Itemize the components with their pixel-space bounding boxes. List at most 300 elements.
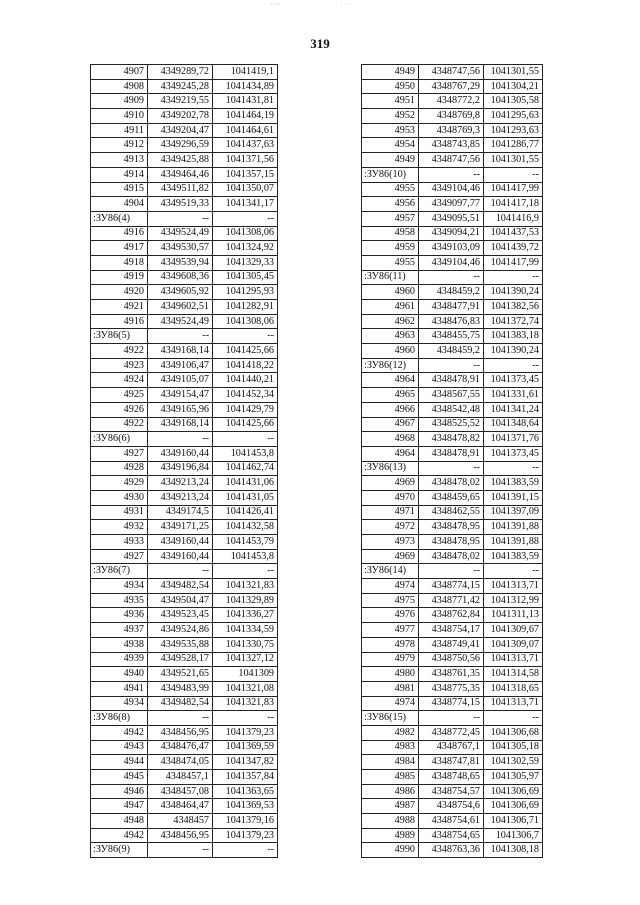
zone-label: :ЗУ86(13)	[362, 461, 419, 476]
table-row	[362, 241, 543, 256]
coordinate-x: 4348525,52	[419, 417, 484, 432]
table-row	[91, 226, 278, 241]
table-row	[362, 417, 543, 432]
table-row	[362, 608, 543, 623]
point-number: 4909	[91, 94, 148, 109]
coordinate-y: 1041348,64	[484, 417, 543, 432]
table-row	[362, 667, 543, 682]
coordinate-x: 4349213,24	[148, 476, 213, 491]
coordinate-y: 1041437,63	[213, 138, 278, 153]
coordinate-x: 4348774,15	[419, 579, 484, 594]
table-row	[362, 535, 543, 550]
point-number: 4927	[91, 446, 148, 461]
point-number: 4940	[91, 667, 148, 682]
coordinate-x: 4348772,45	[419, 725, 484, 740]
coordinate-x: 4348761,35	[419, 667, 484, 682]
point-number: 4956	[362, 197, 419, 212]
point-number: 4957	[362, 211, 419, 226]
table-row	[362, 226, 543, 241]
table-row	[362, 770, 543, 785]
table-row	[91, 109, 278, 124]
table-row	[362, 373, 543, 388]
zone-y-placeholder: --	[484, 461, 543, 476]
zone-x-placeholder: --	[148, 329, 213, 344]
coordinate-y: 1041418,22	[213, 358, 278, 373]
table-row	[91, 755, 278, 770]
coordinate-y: 1041305,18	[484, 740, 543, 755]
table-row	[362, 637, 543, 652]
coordinate-x: 4348474,05	[148, 755, 213, 770]
table-row	[91, 417, 278, 432]
zone-header-row	[362, 270, 543, 285]
coordinate-y: 1041308,06	[213, 226, 278, 241]
table-row	[91, 241, 278, 256]
point-number: 4970	[362, 490, 419, 505]
point-number: 4959	[362, 241, 419, 256]
coordinate-x: 4348754,57	[419, 784, 484, 799]
coordinate-y: 1041302,59	[484, 755, 543, 770]
zone-y-placeholder: --	[213, 432, 278, 447]
coordinate-x: 4348457,08	[148, 784, 213, 799]
coordinate-x: 4349103,09	[419, 241, 484, 256]
coordinate-y: 1041431,06	[213, 476, 278, 491]
coordinate-y: 1041313,71	[484, 652, 543, 667]
coordinate-x: 4348455,75	[419, 329, 484, 344]
table-row	[362, 740, 543, 755]
point-number: 4964	[362, 446, 419, 461]
coordinate-y: 1041327,12	[213, 652, 278, 667]
coordinate-x: 4348769,3	[419, 123, 484, 138]
coordinate-y: 1041379,23	[213, 725, 278, 740]
point-number: 4949	[362, 65, 419, 80]
point-number: 4955	[362, 182, 419, 197]
coordinate-y: 1041452,34	[213, 388, 278, 403]
coordinate-x: 4348754,17	[419, 623, 484, 638]
coordinate-y: 1041397,09	[484, 505, 543, 520]
table-row	[362, 696, 543, 711]
point-number: 4969	[362, 476, 419, 491]
point-number: 4981	[362, 681, 419, 696]
point-number: 4926	[91, 402, 148, 417]
table-row	[91, 65, 278, 80]
table-row	[91, 637, 278, 652]
point-number: 4928	[91, 461, 148, 476]
coordinate-x: 4349523,45	[148, 608, 213, 623]
zone-header-row	[91, 329, 278, 344]
table-row	[91, 314, 278, 329]
coordinate-x: 4348774,15	[419, 696, 484, 711]
coordinate-x: 4348459,65	[419, 490, 484, 505]
table-row	[362, 300, 543, 315]
point-number: 4934	[91, 696, 148, 711]
coordinate-x: 4348747,81	[419, 755, 484, 770]
table-row	[91, 608, 278, 623]
coordinate-x: 4349608,36	[148, 270, 213, 285]
table-row	[91, 79, 278, 94]
coordinate-x: 4349524,49	[148, 314, 213, 329]
coordinate-y: 1041371,56	[213, 153, 278, 168]
zone-header-row	[91, 843, 278, 858]
coordinate-y: 1041313,71	[484, 696, 543, 711]
coordinate-y: 1041390,24	[484, 344, 543, 359]
coordinate-y: 1041306,7	[484, 828, 543, 843]
coordinate-y: 1041383,59	[484, 549, 543, 564]
coordinate-y: 1041341,24	[484, 402, 543, 417]
coordinate-x: 4348747,56	[419, 153, 484, 168]
coordinate-y: 1041419,1	[213, 65, 278, 80]
point-number: 4929	[91, 476, 148, 491]
zone-y-placeholder: --	[484, 358, 543, 373]
point-number: 4951	[362, 94, 419, 109]
zone-label: :ЗУ86(8)	[91, 711, 148, 726]
coordinate-x: 4349160,44	[148, 549, 213, 564]
coordinate-y: 1041379,23	[213, 828, 278, 843]
table-row	[362, 344, 543, 359]
table-row	[362, 814, 543, 829]
table-row	[91, 696, 278, 711]
zone-header-row	[362, 167, 543, 182]
coordinate-x: 4348459,2	[419, 344, 484, 359]
point-number: 4953	[362, 123, 419, 138]
table-row	[362, 65, 543, 80]
point-number: 4937	[91, 623, 148, 638]
coordinate-x: 4349168,14	[148, 344, 213, 359]
coordinate-x: 4349245,28	[148, 79, 213, 94]
point-number: 4918	[91, 255, 148, 270]
coordinate-y: 1041282,91	[213, 300, 278, 315]
table-row	[91, 490, 278, 505]
coordinate-x: 4348769,8	[419, 109, 484, 124]
coordinate-y: 1041331,61	[484, 388, 543, 403]
coordinate-y: 1041425,66	[213, 417, 278, 432]
scan-artifact: ˙ ˙ ˙	[340, 2, 352, 11]
coordinate-y: 1041464,19	[213, 109, 278, 124]
coordinate-y: 1041373,45	[484, 446, 543, 461]
zone-x-placeholder: --	[148, 432, 213, 447]
point-number: 4950	[362, 79, 419, 94]
coordinate-y: 1041434,89	[213, 79, 278, 94]
point-number: 4946	[91, 784, 148, 799]
coordinate-y: 1041416,9	[484, 211, 543, 226]
coordinate-x: 4349213,24	[148, 490, 213, 505]
zone-x-placeholder: --	[419, 358, 484, 373]
table-row	[362, 79, 543, 94]
coordinate-y: 1041453,8	[213, 549, 278, 564]
coordinate-x: 4349530,57	[148, 241, 213, 256]
coordinate-y: 1041431,81	[213, 94, 278, 109]
point-number: 4977	[362, 623, 419, 638]
coordinate-y: 1041293,63	[484, 123, 543, 138]
table-row	[91, 94, 278, 109]
table-row	[362, 138, 543, 153]
coordinate-y: 1041304,21	[484, 79, 543, 94]
table-row	[362, 799, 543, 814]
coordinate-y: 1041369,53	[213, 799, 278, 814]
coordinate-x: 4349296,59	[148, 138, 213, 153]
coordinate-y: 1041309	[213, 667, 278, 682]
coordinate-x: 4348542,48	[419, 402, 484, 417]
table-row	[91, 784, 278, 799]
coordinate-x: 4348478,91	[419, 373, 484, 388]
coordinate-y: 1041330,75	[213, 637, 278, 652]
coordinate-x: 4348476,47	[148, 740, 213, 755]
point-number: 4974	[362, 696, 419, 711]
point-number: 4983	[362, 740, 419, 755]
zone-label: :ЗУ86(12)	[362, 358, 419, 373]
point-number: 4948	[91, 814, 148, 829]
table-row	[91, 652, 278, 667]
coordinate-x: 4348750,56	[419, 652, 484, 667]
coordinate-y: 1041308,18	[484, 843, 543, 858]
point-number: 4922	[91, 344, 148, 359]
zone-y-placeholder: --	[213, 711, 278, 726]
table-row	[91, 402, 278, 417]
point-number: 4924	[91, 373, 148, 388]
coordinates-table-left	[90, 64, 278, 858]
table-row	[91, 549, 278, 564]
coordinate-x: 4349425,88	[148, 153, 213, 168]
point-number: 4925	[91, 388, 148, 403]
zone-label: :ЗУ86(9)	[91, 843, 148, 858]
point-number: 4980	[362, 667, 419, 682]
zone-x-placeholder: --	[148, 843, 213, 858]
point-number: 4961	[362, 300, 419, 315]
coordinate-y: 1041383,59	[484, 476, 543, 491]
table-row	[362, 784, 543, 799]
point-number: 4973	[362, 535, 419, 550]
table-row	[91, 814, 278, 829]
coordinate-y: 1041318,65	[484, 681, 543, 696]
point-number: 4913	[91, 153, 148, 168]
table-row	[91, 300, 278, 315]
coordinate-y: 1041308,06	[213, 314, 278, 329]
coordinate-y: 1041321,83	[213, 579, 278, 594]
coordinate-x: 4348763,36	[419, 843, 484, 858]
coordinate-y: 1041390,24	[484, 285, 543, 300]
table-row	[91, 285, 278, 300]
coordinate-x: 4349168,14	[148, 417, 213, 432]
coordinate-x: 4349154,47	[148, 388, 213, 403]
table-row	[362, 402, 543, 417]
coordinate-y: 1041391,15	[484, 490, 543, 505]
table-row	[91, 667, 278, 682]
point-number: 4952	[362, 109, 419, 124]
zone-y-placeholder: --	[213, 211, 278, 226]
coordinate-y: 1041453,8	[213, 446, 278, 461]
point-number: 4916	[91, 314, 148, 329]
coordinate-y: 1041440,21	[213, 373, 278, 388]
coordinate-x: 4348456,95	[148, 725, 213, 740]
point-number: 4982	[362, 725, 419, 740]
table-row	[362, 623, 543, 638]
coordinate-x: 4349524,49	[148, 226, 213, 241]
table-row	[362, 579, 543, 594]
coordinate-x: 4348772,2	[419, 94, 484, 109]
point-number: 4911	[91, 123, 148, 138]
coordinate-y: 1041309,07	[484, 637, 543, 652]
coordinate-x: 4349196,84	[148, 461, 213, 476]
point-number: 4976	[362, 608, 419, 623]
point-number: 4916	[91, 226, 148, 241]
zone-x-placeholder: --	[419, 167, 484, 182]
point-number: 4932	[91, 520, 148, 535]
zone-x-placeholder: --	[419, 270, 484, 285]
coordinate-y: 1041417,99	[484, 182, 543, 197]
coordinate-y: 1041426,41	[213, 505, 278, 520]
point-number: 4917	[91, 241, 148, 256]
zone-header-row	[91, 564, 278, 579]
table-row	[91, 770, 278, 785]
table-row	[91, 123, 278, 138]
point-number: 4978	[362, 637, 419, 652]
coordinate-x: 4349528,17	[148, 652, 213, 667]
coordinate-y: 1041321,08	[213, 681, 278, 696]
point-number: 4930	[91, 490, 148, 505]
coordinate-y: 1041437,53	[484, 226, 543, 241]
coordinates-table-right	[361, 64, 543, 858]
zone-label: :ЗУ86(15)	[362, 711, 419, 726]
coordinate-x: 4349605,92	[148, 285, 213, 300]
table-row	[91, 476, 278, 491]
table-row	[362, 182, 543, 197]
zone-y-placeholder: --	[484, 167, 543, 182]
point-number: 4942	[91, 828, 148, 843]
point-number: 4958	[362, 226, 419, 241]
page-number: 319	[310, 36, 330, 51]
point-number: 4965	[362, 388, 419, 403]
coordinate-y: 1041357,15	[213, 167, 278, 182]
point-number: 4908	[91, 79, 148, 94]
point-number: 4935	[91, 593, 148, 608]
point-number: 4949	[362, 153, 419, 168]
coordinate-y: 1041314,58	[484, 667, 543, 682]
point-number: 4960	[362, 285, 419, 300]
coordinate-y: 1041371,76	[484, 432, 543, 447]
table-row	[91, 446, 278, 461]
point-number: 4969	[362, 549, 419, 564]
zone-label: :ЗУ86(11)	[362, 270, 419, 285]
table-row	[362, 314, 543, 329]
table-row	[362, 725, 543, 740]
coordinate-y: 1041391,88	[484, 520, 543, 535]
table-row	[362, 329, 543, 344]
coordinate-y: 1041329,33	[213, 255, 278, 270]
table-row	[91, 197, 278, 212]
coordinate-x: 4348459,2	[419, 285, 484, 300]
table-row	[362, 652, 543, 667]
coordinate-y: 1041417,18	[484, 197, 543, 212]
table-row	[91, 153, 278, 168]
coordinate-x: 4349602,51	[148, 300, 213, 315]
coordinate-x: 4349160,44	[148, 446, 213, 461]
coordinate-x: 4348478,02	[419, 476, 484, 491]
coordinate-y: 1041309,67	[484, 623, 543, 638]
coordinate-y: 1041350,07	[213, 182, 278, 197]
point-number: 4955	[362, 255, 419, 270]
point-number: 4921	[91, 300, 148, 315]
coordinate-x: 4349174,5	[148, 505, 213, 520]
coordinate-x: 4349106,47	[148, 358, 213, 373]
table-row	[91, 373, 278, 388]
table-row	[362, 94, 543, 109]
zone-header-row	[362, 564, 543, 579]
point-number: 4988	[362, 814, 419, 829]
coordinate-x: 4349483,99	[148, 681, 213, 696]
coordinate-x: 4348743,85	[419, 138, 484, 153]
point-number: 4954	[362, 138, 419, 153]
zone-header-row	[91, 432, 278, 447]
zone-x-placeholder: --	[148, 211, 213, 226]
table-row	[362, 549, 543, 564]
zone-header-row	[362, 358, 543, 373]
scan-artifact: ˙˙˙˙	[270, 2, 281, 11]
point-number: 4962	[362, 314, 419, 329]
coordinate-y: 1041429,79	[213, 402, 278, 417]
coordinate-x: 4349464,46	[148, 167, 213, 182]
coordinate-y: 1041439,72	[484, 241, 543, 256]
point-number: 4942	[91, 725, 148, 740]
coordinate-x: 4349160,44	[148, 535, 213, 550]
coordinate-x: 4349171,25	[148, 520, 213, 535]
coordinate-y: 1041373,45	[484, 373, 543, 388]
coordinate-y: 1041417,99	[484, 255, 543, 270]
point-number: 4944	[91, 755, 148, 770]
coordinate-y: 1041369,59	[213, 740, 278, 755]
coordinate-y: 1041347,82	[213, 755, 278, 770]
point-number: 4919	[91, 270, 148, 285]
table-row	[362, 153, 543, 168]
coordinate-x: 4348462,55	[419, 505, 484, 520]
coordinate-y: 1041372,74	[484, 314, 543, 329]
point-number: 4979	[362, 652, 419, 667]
coordinate-x: 4349511,82	[148, 182, 213, 197]
coordinate-x: 4348754,65	[419, 828, 484, 843]
table-row	[362, 681, 543, 696]
zone-y-placeholder: --	[213, 843, 278, 858]
point-number: 4938	[91, 637, 148, 652]
coordinate-x: 4348457,1	[148, 770, 213, 785]
zone-label: :ЗУ86(10)	[362, 167, 419, 182]
coordinate-y: 1041295,63	[484, 109, 543, 124]
zone-header-row	[362, 461, 543, 476]
coordinate-y: 1041341,17	[213, 197, 278, 212]
table-row	[91, 167, 278, 182]
coordinate-x: 4348747,56	[419, 65, 484, 80]
point-number: 4934	[91, 579, 148, 594]
coordinate-x: 4348767,1	[419, 740, 484, 755]
coordinate-x: 4348749,41	[419, 637, 484, 652]
zone-header-row	[91, 211, 278, 226]
coordinate-y: 1041311,13	[484, 608, 543, 623]
coordinate-x: 4348477,91	[419, 300, 484, 315]
table-row	[362, 255, 543, 270]
coordinate-x: 4349104,46	[419, 255, 484, 270]
table-row	[91, 388, 278, 403]
point-number: 4922	[91, 417, 148, 432]
table-row	[91, 138, 278, 153]
table-row	[362, 446, 543, 461]
coordinate-y: 1041306,69	[484, 799, 543, 814]
coordinate-x: 4348457	[148, 814, 213, 829]
table-row	[91, 623, 278, 638]
table-row	[91, 725, 278, 740]
coordinate-y: 1041453,79	[213, 535, 278, 550]
coordinate-y: 1041321,83	[213, 696, 278, 711]
coordinate-x: 4348464,47	[148, 799, 213, 814]
zone-label: :ЗУ86(7)	[91, 564, 148, 579]
coordinate-x: 4348478,02	[419, 549, 484, 564]
point-number: 4985	[362, 770, 419, 785]
